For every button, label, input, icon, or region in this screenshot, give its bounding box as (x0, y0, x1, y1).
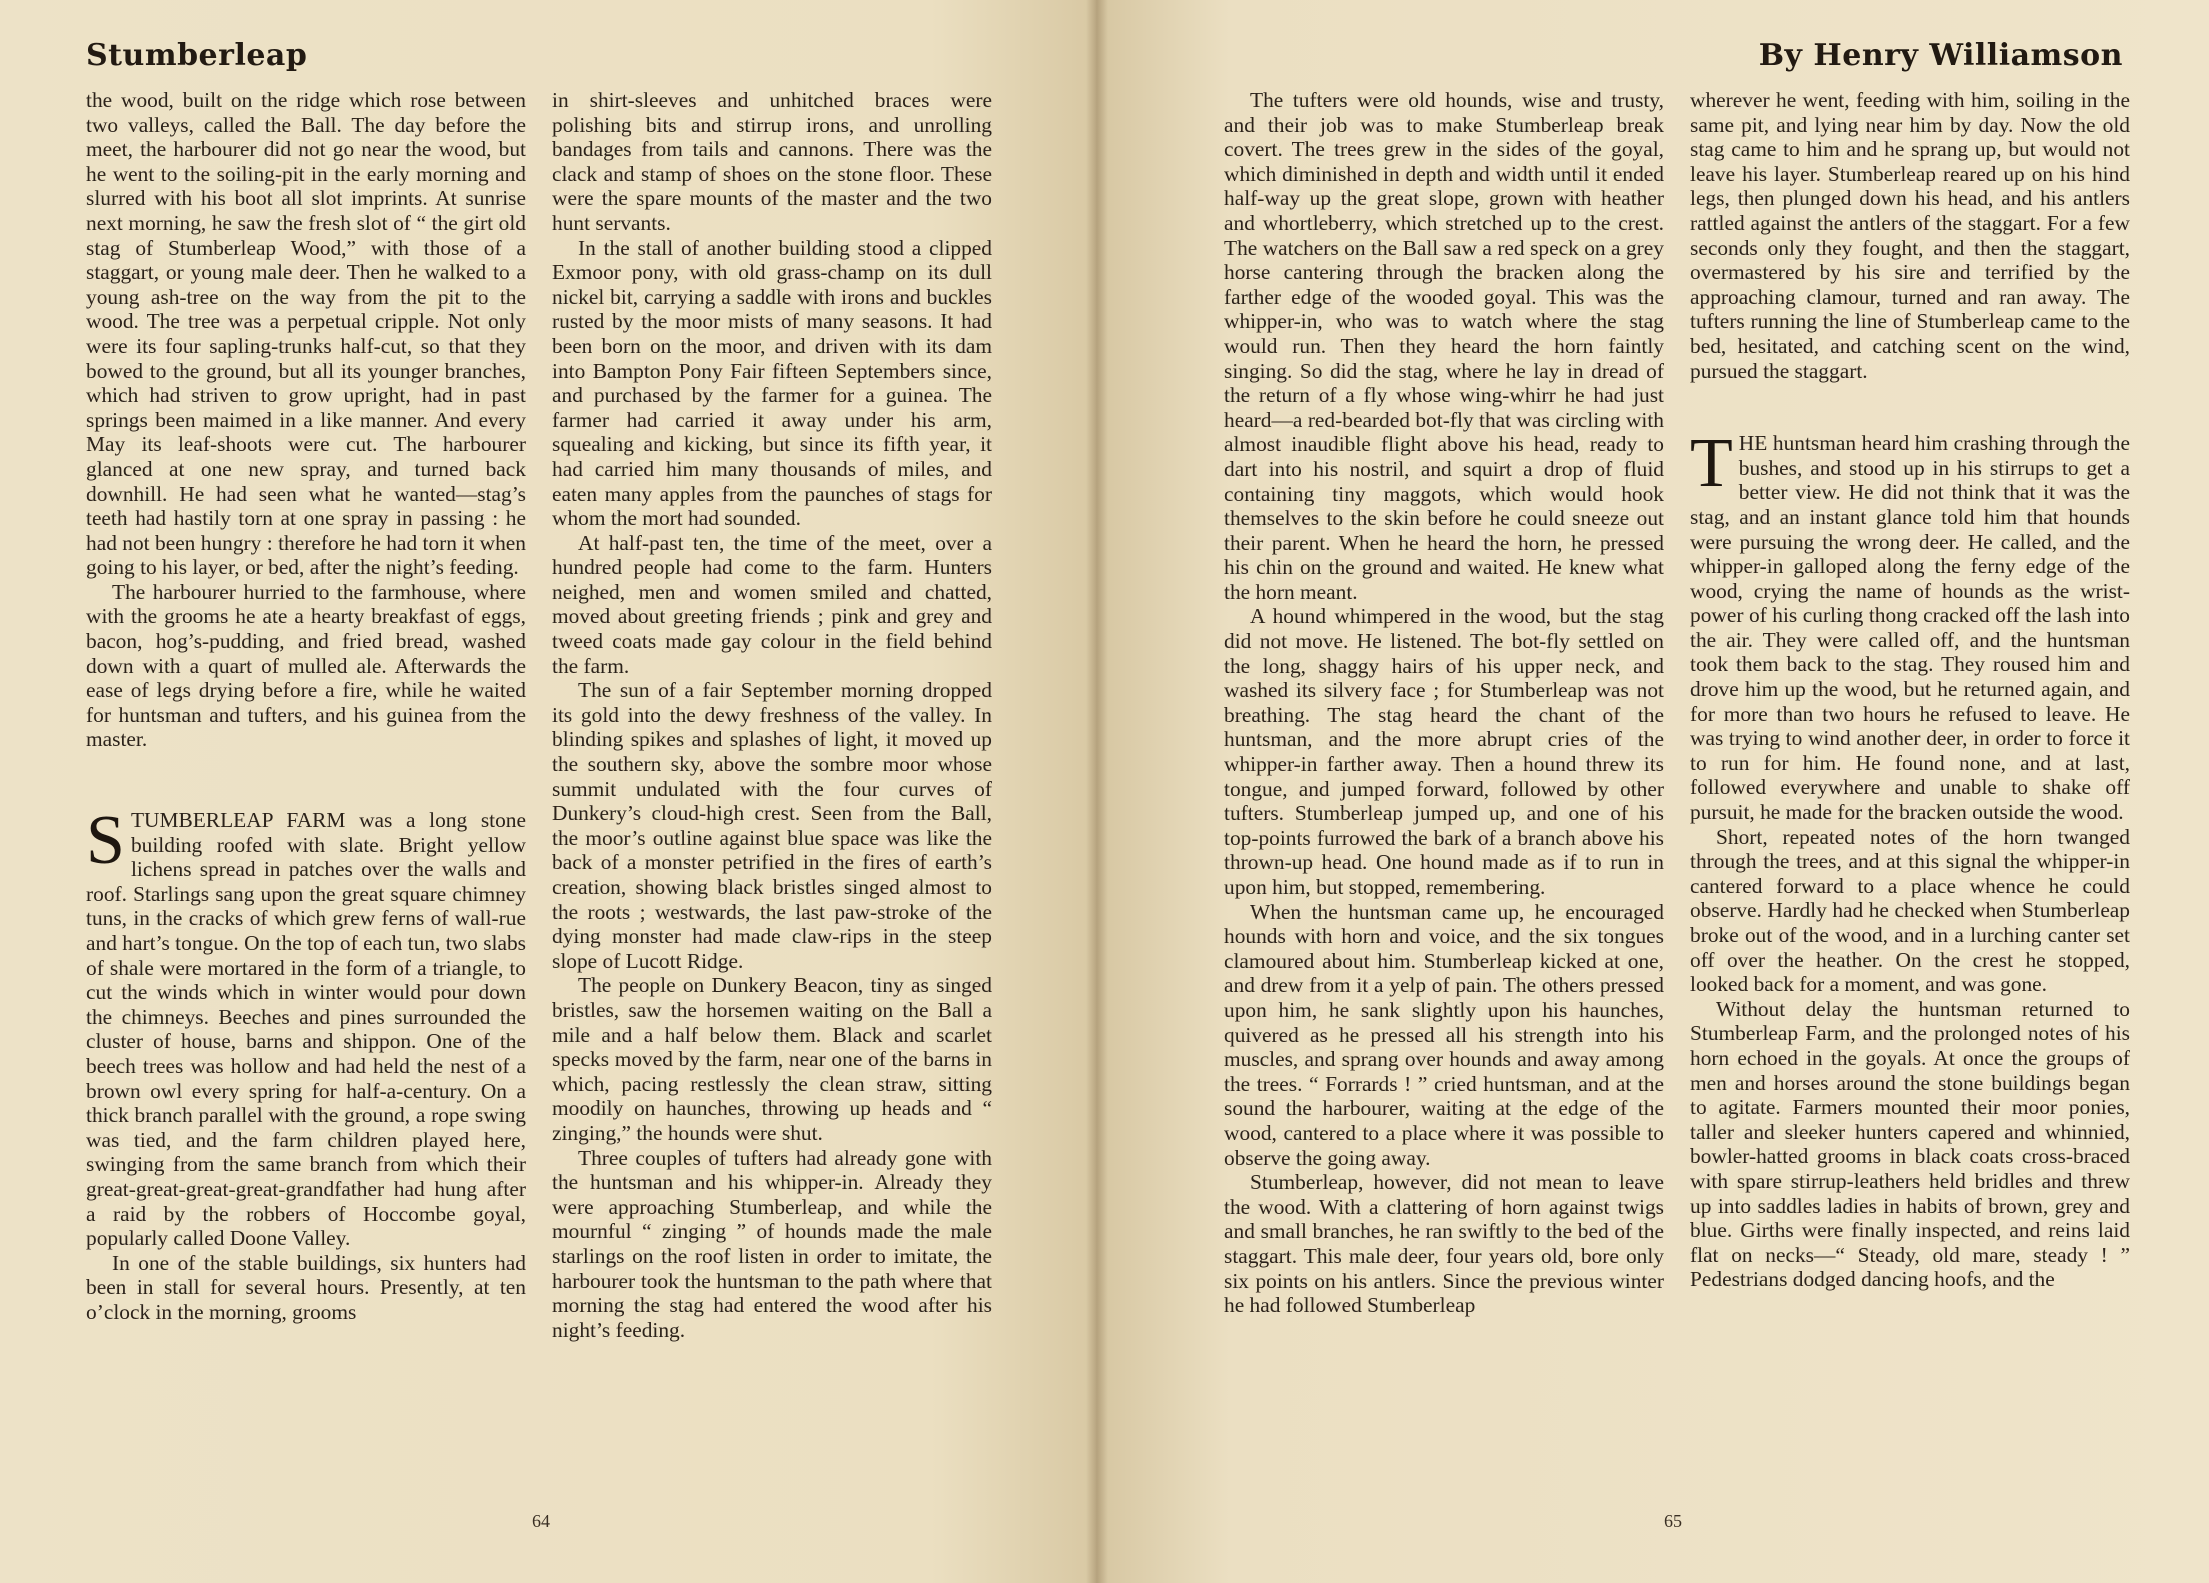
paragraph: the wood, built on the ridge which rose between two valleys, called the Ball. The day before the meet, the harbourer did not go near the wood, but he went to the soiling-pit in the early morning and slurred with his boot all slot imprints. At sunrise next morning, he saw the fresh slot of “ the girt old stag of Stumberleap Wood,” with those of a staggart, or young male deer. Then he walked to a young ash-tree on the way from the pit to the wood. The tree was a perpetual cripple. Not only were its four sapling-trunks half-cut, so that they bowed to the ground, but all its younger branches, which had striven to grow upright, had in past springs been maimed in a like manner. And every May its leaf-shoots were cut. The harbourer glanced at one new spray, and turned back downhill. He had seen what he wanted—stag’s teeth had hastily torn at one spray in passing : he had not been hungry : therefore he had torn it when going to his layer, or bed, after the night’s feeding. (86, 88, 526, 580)
running-head-byline: By Henry Williamson (1758, 38, 2123, 73)
paragraph: The tufters were old hounds, wise and trusty, and their job was to make Stumberleap break covert. The trees grew in the sides of the goyal, which diminished in depth and width until it ended half-way up the great slope, grown with heather and whortleberry, which stretched up to the crest. The watchers on the Ball saw a red speck on a grey horse cantering through the bracken along the farther edge of the wooded goyal. This was the whipper-in, who was to watch where the stag would run. Then they heard the horn faintly singing. So did the stag, where he lay in dread of the return of a fly whose wing-whirr he had just heard—a red-bearded bot-fly that was circling with almost inaudible flight above his head, ready to dart into his nostril, and squirt a drop of fluid containing tiny maggots, which would hook themselves to the skin before he could sneeze out their parent. When he heard the horn, he pressed his chin on the ground and waited. He knew what the horn meant. (1224, 88, 1664, 604)
drop-cap: S (86, 802, 125, 880)
paragraph: At half-past ten, the time of the meet, over a hundred people had come to the farm. Hunters neighed, men and women smiled and chatted, moved about greeting friends ; pink and grey and tweed coats made gay colour in the field behind the farm. (552, 530, 992, 678)
paragraph-dropcap (86, 802, 526, 1251)
paragraph: Stumberleap, however, did not mean to leave the wood. With a clattering of horn against twigs and small branches, he ran swiftly to the bed of the staggart. This male deer, four years old, bore only six points on his antlers. Since the previous winter he had followed Stumberleap (1224, 1170, 1664, 1318)
paragraph-text: HE huntsman heard him crashing through the bushes, and stood up in his stirrups to get a better view. He did not think that it was the stag, and an instant glance told him that hounds were pursuing the wrong deer. He called, and the whipper-in galloped along the ferny edge of the wood, crying the name of hounds as the wrist-power of his curling thong cracked off the lash into the air. They were called off, and the huntsman took them back to the stag. They roused him and drove him up the wood, but he returned again, and for more than two hours he refused to leave. He was trying to wind another deer, in order to force it to run for him. He found none, and at last, followed everywhere and unable to shake off pursuit, he made for the bracken outside the wood. (1690, 431, 2130, 825)
paragraph-text: TUMBERLEAP FARM was a long stone building roofed with slate. Bright yellow lichens spread in patches over the walls and roof. Starlings sang upon the great square chimney tuns, in the cracks of which grew ferns of wall-rue and hart’s tongue. On the top of each tun, two slabs of shale were mortared in the form of a triangle, to cut the winds which in winter would pour down the chimneys. Beeches and pines surrounded the cluster of house, barns and shippon. One of the beech trees was hollow and had held the nest of a brown owl every spring for half-a-century. On a thick branch parallel with the ground, a rope swing was tied, and the farm children played here, swinging from the same branch from which their great-great-great-great-grandfather had hung after a raid by the robbers of Hoccombe goyal, popularly called Doone Valley. (86, 808, 526, 1251)
paragraph: in shirt-sleeves and unhitched braces were polishing bits and stirrup irons, and unrolling bandages from tails and cannons. There was the clack and stamp of shoes on the stone floor. These were the spare mounts of the master and the two hunt servants. (552, 88, 992, 235)
page-number: 65 (1664, 1511, 1682, 1531)
running-head-title: Stumberleap (86, 38, 308, 73)
left-column-2 (552, 88, 992, 1342)
paragraph: A hound whimpered in the wood, but the stag did not move. He listened. The bot-fly settled on the long, shaggy hairs of his upper neck, and washed its silvery face ; for Stumberleap was not breathing. The stag heard the chant of the huntsman, and the more abrupt cries of the whipper-in farther away. Then a hound threw its tongue, and jumped forward, followed by other tufters. Stumberleap jumped up, and one of his top-points furrowed the bark of a branch above his thrown-up head. One hound made as if to run in upon him, but stopped, remembering. (1224, 604, 1664, 899)
paragraph-dropcap (1690, 425, 2130, 825)
paragraph: In the stall of another building stood a clipped Exmoor pony, with old grass-champ on its dull nickel bit, carrying a saddle with irons and buckles rusted by the moor mists of many seasons. It had been born on the moor, and driven with its dam into Bampton Pony Fair fifteen Septembers since, and purchased by the farmer for a guinea. The farmer had carried it away under his arm, squealing and kicking, but since its fifth year, it had carried him many thousands of miles, and eaten many apples from the paunches of stags for whom the mort had sounded. (552, 235, 992, 531)
paragraph: Three couples of tufters had already gone with the huntsman and his whipper-in. Already they were approaching Stumberleap, and while the mournful “ zinging ” of hounds made the male starlings on the roof listen in order to imitate, the harbourer took the huntsman to the path where that morning the stag had entered the wood after his night’s feeding. (552, 1145, 992, 1342)
book-gutter (1086, 0, 1108, 1583)
paragraph: Short, repeated notes of the horn twanged through the trees, and at this signal the whipper-in cantered forward to a place whence he could observe. Hardly had he checked when Stumberleap broke out of the wood, and in a lurching canter set off over the heather. On the crest he stopped, looked back for a moment, and was gone. (1690, 824, 2130, 997)
left-page (0, 0, 1096, 1583)
left-column-1 (86, 88, 526, 1325)
right-column-2 (1690, 88, 2130, 1292)
paragraph: When the huntsman came up, he encouraged hounds with horn and voice, and the six tongues clamoured about him. Stumberleap kicked at one, and drew from it a yelp of pain. The others pressed upon him, he sank slightly upon his haunches, quivered as he pressed all his strength into his muscles, and sprang over hounds and away among the trees. “ Forrards ! ” cried huntsman, and at the sound the harbourer, waiting at the edge of the wood, cantered to a place where it was possible to observe the going away. (1224, 899, 1664, 1170)
right-column-1 (1224, 88, 1664, 1318)
paragraph: The sun of a fair September morning dropped its gold into the dewy freshness of the valley. In blinding spikes and splashes of light, it moved up the southern sky, above the sombre moor whose summit undulated with the four curves of Dunkery’s cloud-high crest. Seen from the Ball, the moor’s outline against blue space was like the back of a monster petrified in the fires of earth’s creation, showing black bristles singed almost to the roots ; westwards, the last paw-stroke of the dying monster had made claw-rips in the steep slope of Lucott Ridge. (552, 678, 992, 973)
drop-cap: T (1690, 425, 1733, 503)
paragraph: In one of the stable buildings, six hunters had been in stall for several hours. Presently, at ten o’clock in the morning, grooms (86, 1250, 526, 1324)
section-break (86, 752, 526, 808)
paragraph: Without delay the huntsman returned to Stumberleap Farm, and the prolonged notes of his horn echoed in the goyals. At once the groups of men and horses around the stone buildings began to agitate. Farmers mounted their moor ponies, taller and sleeker hunters capered and whinnied, bowler-hatted grooms in black coats cross-braced with spare stirrup-leathers held bridles and threw up into saddles ladies in habits of brown, grey and blue. Girths were finally inspected, and reins laid flat on necks—“ Steady, old mare, steady ! ” Pedestrians dodged dancing hoofs, and the (1690, 996, 2130, 1292)
section-break (1690, 383, 2130, 431)
paragraph: The people on Dunkery Beacon, tiny as singed bristles, saw the horsemen waiting on the Ball a mile and a half below them. Black and scarlet specks moved by the farm, near one of the barns in which, pacing restlessly the clean straw, sitting moodily on haunches, throwing up heads and “ zinging,” the hounds were shut. (552, 973, 992, 1145)
page-number: 64 (532, 1511, 550, 1531)
paragraph: The harbourer hurried to the farmhouse, where with the grooms he ate a hearty breakfast of eggs, bacon, hog’s-pudding, and fried bread, washed down with a quart of mulled ale. Afterwards the ease of legs drying before a fire, while he waited for huntsman and tufters, and his guinea from the master. (86, 579, 526, 752)
paragraph: wherever he went, feeding with him, soiling in the same pit, and lying near him by day. Now the old stag came to him and he sprang up, but would not leave his layer. Stumberleap reared up on his hind legs, then plunged down his head, and his antlers rattled against the antlers of the staggart. For a few seconds only they fought, and then the staggart, overmastered by his sire and terrified by the approaching clamour, turned and ran away. The tufters running the line of Stumberleap came to the bed, hesitated, and catching scent on the wind, pursued the staggart. (1690, 88, 2130, 383)
